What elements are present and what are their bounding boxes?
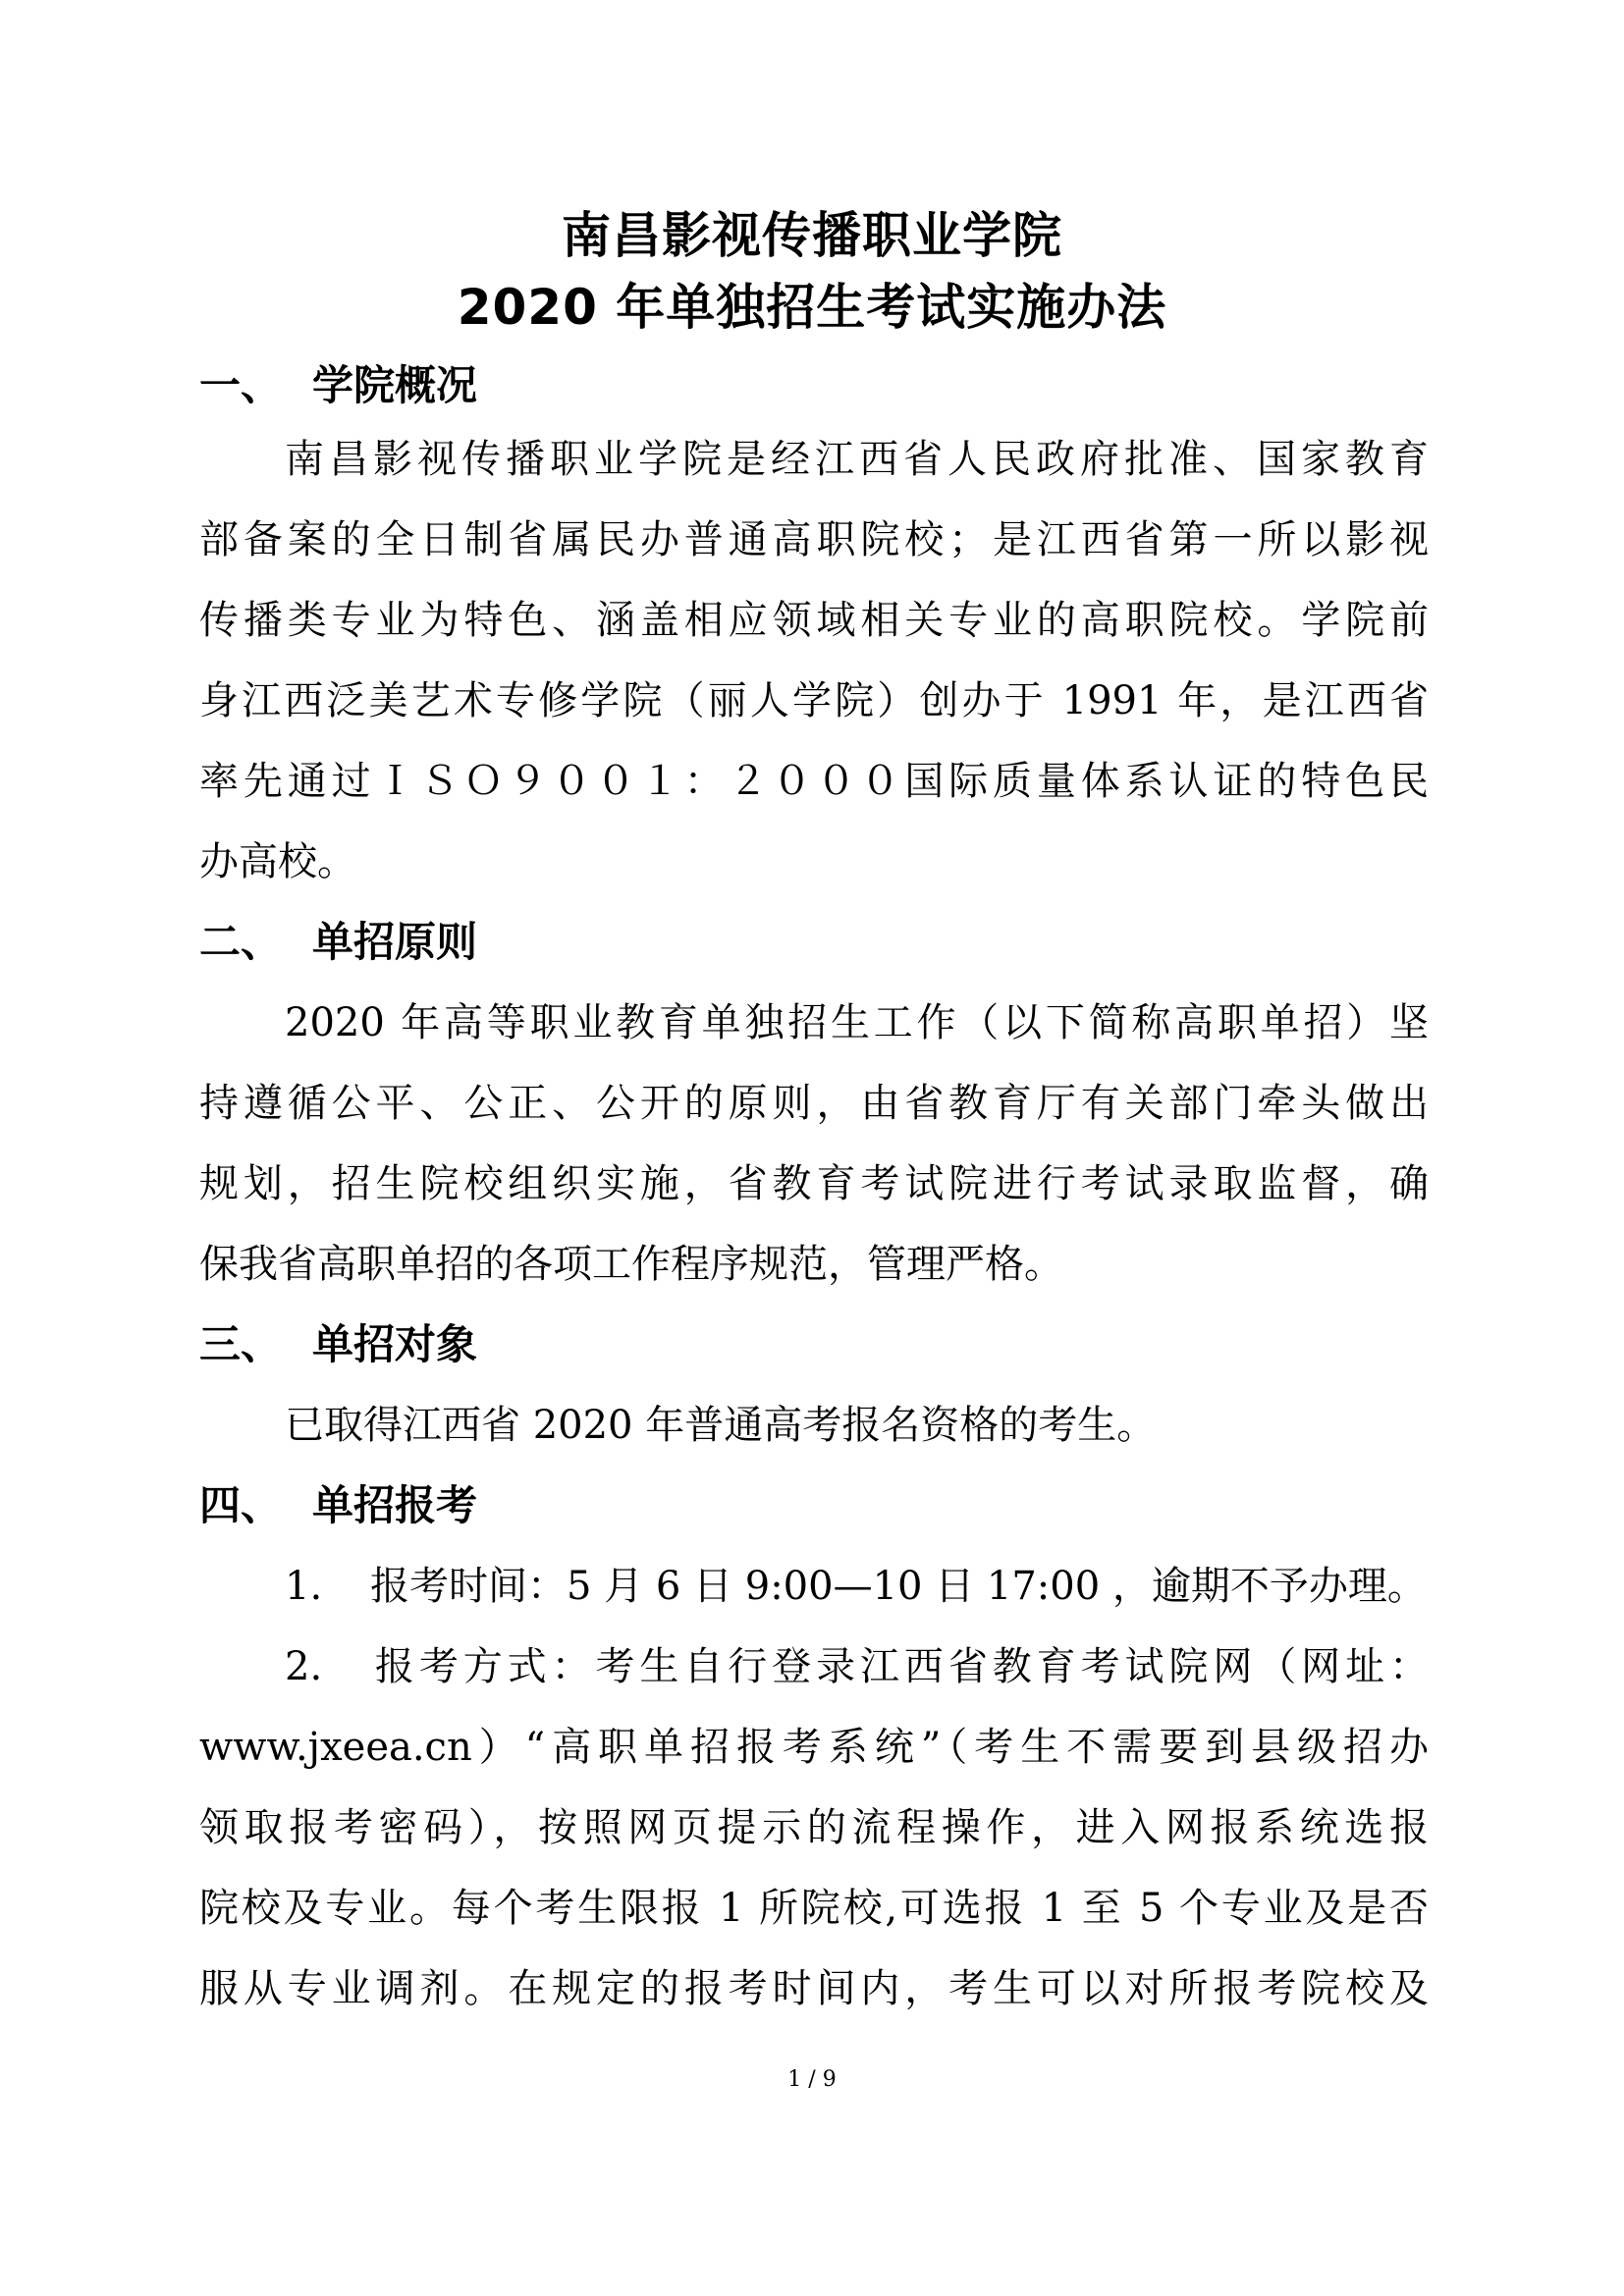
list-item-text: 报考时间：5 月 6 日 9:00—10 日 17:00 ，逾期不予办理。 <box>370 1564 1427 1609</box>
list-item <box>285 1559 1429 1614</box>
section-3-heading <box>199 1317 477 1372</box>
paragraph-line: 2020 年高等职业教育单独招生工作（以下简称高职单招）坚 <box>285 1000 1429 1045</box>
paragraph-line: 办高校。 <box>199 839 356 884</box>
paragraph-line: 持遵循公平、公正、公开的原则，由省教育厅有关部门牵头做出 <box>199 1081 1429 1126</box>
list-item <box>285 1639 1429 1694</box>
document-title-line-2: 2020 年单独招生考试实施办法 <box>457 279 1167 336</box>
section-1-heading <box>199 358 477 413</box>
section-title: 单招报考 <box>312 1481 478 1529</box>
section-number: 三、 <box>199 1320 283 1368</box>
paragraph-line: 领取报考密码），按照网页提示的流程操作，进入网报系统选报 <box>199 1805 1429 1850</box>
paragraph-line: 院校及专业。每个考生限报 1 所院校,可选报 1 至 5 个专业及是否 <box>199 1886 1429 1931</box>
section-number: 一、 <box>199 361 283 409</box>
list-item-text: 报考方式：考生自行登录江西省教育考试院网（网址： <box>370 1644 1429 1689</box>
paragraph-line: www.jxeea.cn）“高职单招报考系统”（考生不需要到县级招办 <box>199 1725 1429 1770</box>
section-2-heading <box>199 915 477 970</box>
section-number: 二、 <box>199 918 283 966</box>
list-item-number: 1. <box>285 1564 323 1609</box>
paragraph-line: 身江西泛美艺术专修学院（丽人学院）创办于 1991 年，是江西省 <box>199 678 1429 723</box>
paragraph-line: 保我省高职单招的各项工作程序规范，管理严格。 <box>199 1242 1063 1287</box>
paragraph-line: 服从专业调剂。在规定的报考时间内，考生可以对所报考院校及 <box>199 1966 1429 2011</box>
list-item-number: 2. <box>285 1644 323 1689</box>
paragraph-line: 规划，招生院校组织实施，省教育考试院进行考试录取监督，确 <box>199 1161 1429 1206</box>
paragraph-line: 南昌影视传播职业学院是经江西省人民政府批准、国家教育 <box>285 437 1429 482</box>
section-4-heading <box>199 1478 477 1533</box>
paragraph-line: 部备案的全日制省属民办普通高职院校；是江西省第一所以影视 <box>199 517 1429 562</box>
paragraph-line: 率先通过ＩＳＯ９００１：２０００国际质量体系认证的特色民 <box>199 759 1429 804</box>
section-title: 单招原则 <box>312 918 478 966</box>
section-title: 单招对象 <box>312 1320 478 1368</box>
document-title-line-1: 南昌影视传播职业学院 <box>562 207 1062 264</box>
paragraph-line: 已取得江西省 2020 年普通高考报名资格的考生。 <box>285 1403 1157 1448</box>
page-number: 1 / 9 <box>787 2067 837 2092</box>
section-number: 四、 <box>199 1481 283 1529</box>
paragraph-line: 传播类专业为特色、涵盖相应领域相关专业的高职院校。学院前 <box>199 598 1429 643</box>
section-title: 学院概况 <box>312 361 478 409</box>
